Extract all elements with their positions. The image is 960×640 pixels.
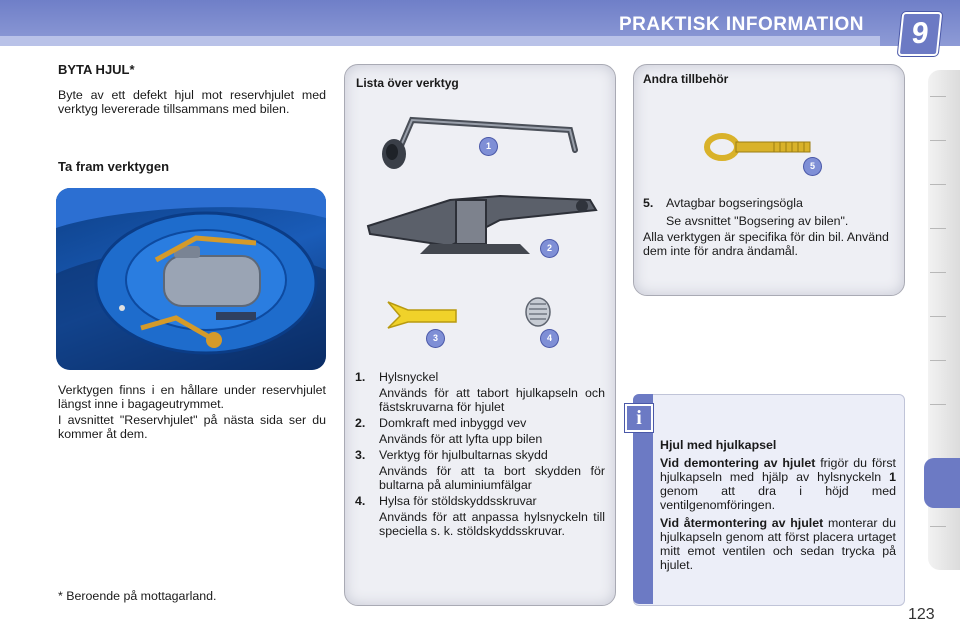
chapter-title: PRAKTISK INFORMATION: [618, 14, 864, 35]
intro-paragraph: Byte av ett defekt hjul mot reservhjulet med verktyg levererade tillsammans med bilen.: [58, 88, 326, 116]
info-box-content: [660, 438, 896, 572]
side-tab-divider: [930, 272, 946, 273]
tool-marker-4: 4: [541, 330, 558, 347]
list-item-description: Används för att tabort hjulkapseln och fästskruvarna för hjulet: [379, 386, 605, 414]
accessory-item-number: 5.: [643, 196, 654, 210]
spare-wheel-reference: I avsnittet "Reservhjulet" på nästa sida ser du kommer åt dem.: [58, 413, 326, 441]
towing-eye-illustration: [704, 130, 814, 164]
list-item-number: 1.: [355, 370, 366, 384]
list-item: [355, 416, 605, 446]
accessories-panel: [633, 64, 905, 296]
subsection-title: Ta fram verktygen: [58, 159, 170, 174]
side-tab-divider: [930, 184, 946, 185]
page-number: 123: [908, 606, 935, 623]
list-item-number: 2.: [355, 416, 366, 430]
list-item-name: Hylsa för stöldskyddsskruvar: [379, 494, 537, 508]
bolt-cover-tool-illustration: [386, 298, 458, 330]
footnote: * Beroende på mottagarland.: [58, 589, 217, 603]
trunk-tools-photo: [56, 188, 326, 370]
side-tab-divider: [930, 228, 946, 229]
removal-text: frigör du först hjulkapseln med hjälp av hylsnyckeln: [660, 456, 896, 484]
anti-theft-socket-illustration: [520, 296, 556, 332]
list-item-number: 3.: [355, 448, 366, 462]
list-item: [355, 494, 605, 538]
side-tab-divider: [930, 140, 946, 141]
side-tab-divider: [930, 526, 946, 527]
side-tab-active-chapter[interactable]: [924, 458, 960, 508]
list-item-name: Domkraft med inbyggd vev: [379, 416, 527, 430]
tool-marker-1: 1: [480, 138, 497, 155]
info-icon: i: [625, 404, 653, 432]
list-item: [355, 370, 605, 414]
list-item-name: Hylsnyckel: [379, 370, 439, 384]
accessory-note: Alla verktygen är specifika för din bil. Använd dem inte för andra ändamål.: [643, 230, 889, 258]
removal-text-end: genom att dra i höjd med ventilgenomföringen.: [660, 484, 896, 512]
tools-panel-title: Lista över verktyg: [356, 76, 459, 90]
list-item: [355, 448, 605, 492]
side-tab-divider: [930, 96, 946, 97]
accessory-item-name: Avtagbar bogseringsögla: [666, 196, 803, 210]
tool-marker-2: 2: [541, 240, 558, 257]
list-item-description: Används för att anpassa hylsnyckeln till speciella s. k. stöldskyddsskruvar.: [379, 510, 605, 538]
list-item-description: Används för att ta bort skydden för bultarna på aluminiumfälgar: [379, 464, 605, 492]
side-tab-divider: [930, 404, 946, 405]
header-stripe: [0, 36, 880, 46]
tools-list: [355, 368, 605, 538]
trunk-illustration: [56, 188, 326, 370]
removal-label: Vid demontering av hjulet: [660, 456, 816, 470]
tool-marker-3: 3: [427, 330, 444, 347]
accessory-marker-5: 5: [804, 158, 821, 175]
wheel-removal-instruction: [660, 456, 896, 512]
accessory-item-reference: Se avsnittet "Bogsering av bilen".: [666, 214, 849, 228]
wheel-refit-instruction: [660, 516, 896, 572]
tools-location-text: Verktygen finns i en hållare under reservhjulet längst inne i bagageutrymmet.: [58, 383, 326, 411]
info-box-title: Hjul med hjulkapsel: [660, 438, 777, 452]
chapter-number-badge: 9: [898, 12, 943, 56]
list-item-name: Verktyg för hjulbultarnas skydd: [379, 448, 548, 462]
accessories-panel-title: Andra tillbehör: [643, 72, 729, 86]
list-item-description: Används för att lyfta upp bilen: [379, 432, 543, 446]
section-title: BYTA HJUL*: [58, 62, 135, 77]
refit-text: monterar du hjulkapseln genom att först placera urtaget mitt emot ventilen och sedan trycka på hjulet.: [660, 516, 896, 572]
accessory-item: [643, 196, 895, 258]
side-tab-divider: [930, 316, 946, 317]
side-tab-divider: [930, 360, 946, 361]
list-item-number: 4.: [355, 494, 366, 508]
removal-tool-reference: 1: [889, 470, 896, 484]
refit-label: Vid återmontering av hjulet: [660, 516, 824, 530]
jack-illustration: [360, 186, 600, 266]
